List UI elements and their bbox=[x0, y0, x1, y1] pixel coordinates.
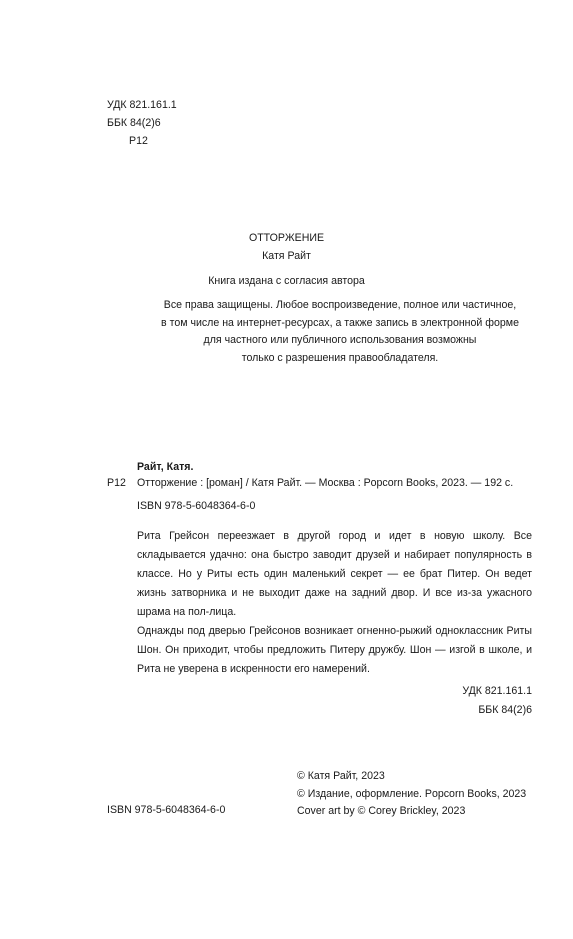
consent-note: Книга издана с согласия автора bbox=[208, 275, 365, 287]
udk-code: УДК 821.161.1 bbox=[462, 684, 532, 697]
isbn-bottom: ISBN 978-5-6048364-6-0 bbox=[107, 804, 226, 816]
rights-line: только с разрешения правообладателя. bbox=[241, 351, 439, 364]
annotation-paragraph: Рита Грейсон переезжает в другой город и идет в новую школу. Все складывается удачно: она быстро заводит друзей и набирает популярность в классе. Но у Риты есть один маленький секрет — ее брат Питер. Он ведет жизнь затворника и не выходит даже на задний двор. И все из-за ужасного шрама на пол-лица. bbox=[137, 529, 532, 618]
bbk-code: ББК 84(2)6 bbox=[478, 703, 532, 716]
catalog-heading: Райт, Катя. bbox=[137, 461, 194, 473]
copyright-line: Cover art by © Corey Brickley, 2023 bbox=[297, 805, 466, 817]
catalog-author-mark: Р12 bbox=[107, 477, 126, 489]
rights-line: в том числе на интернет-ресурсах, а также запись в электронной форме bbox=[161, 316, 519, 329]
rights-notice bbox=[140, 297, 540, 367]
author-mark: Р12 bbox=[129, 135, 148, 147]
bbk-code: ББК 84(2)6 bbox=[107, 117, 161, 129]
classification-codes-top bbox=[107, 96, 177, 150]
rights-line: для частного или публичного использования возможны bbox=[203, 334, 477, 346]
copyright-line: © Издание, оформление. Popcorn Books, 2023 bbox=[297, 787, 527, 800]
copyright-block bbox=[297, 768, 526, 821]
book-author: Катя Райт bbox=[262, 250, 311, 262]
catalog-reference: Отторжение : [роман] / Катя Райт. — Москва : Popcorn Books, 2023. — 192 с. bbox=[137, 476, 514, 489]
copyright-line: © Катя Райт, 2023 bbox=[297, 770, 385, 782]
udk-code: УДК 821.161.1 bbox=[107, 99, 177, 111]
catalog-isbn: ISBN 978-5-6048364-6-0 bbox=[137, 499, 256, 512]
annotation-paragraph: Однажды под дверью Грейсонов возникает огненно-рыжий одноклассник Риты Шон. Он приходит, чтобы предложить Питеру дружбу. Шон — изгой в школе, и Рита не уверена в искренности его намерений. bbox=[137, 624, 532, 675]
classification-codes-right bbox=[137, 682, 532, 720]
rights-line: Все права защищены. Любое воспроизведение, полное или частичное, bbox=[163, 299, 517, 311]
book-title: ОТТОРЖЕНИЕ bbox=[248, 232, 325, 244]
catalog-entry bbox=[137, 460, 532, 720]
book-annotation bbox=[137, 527, 532, 679]
